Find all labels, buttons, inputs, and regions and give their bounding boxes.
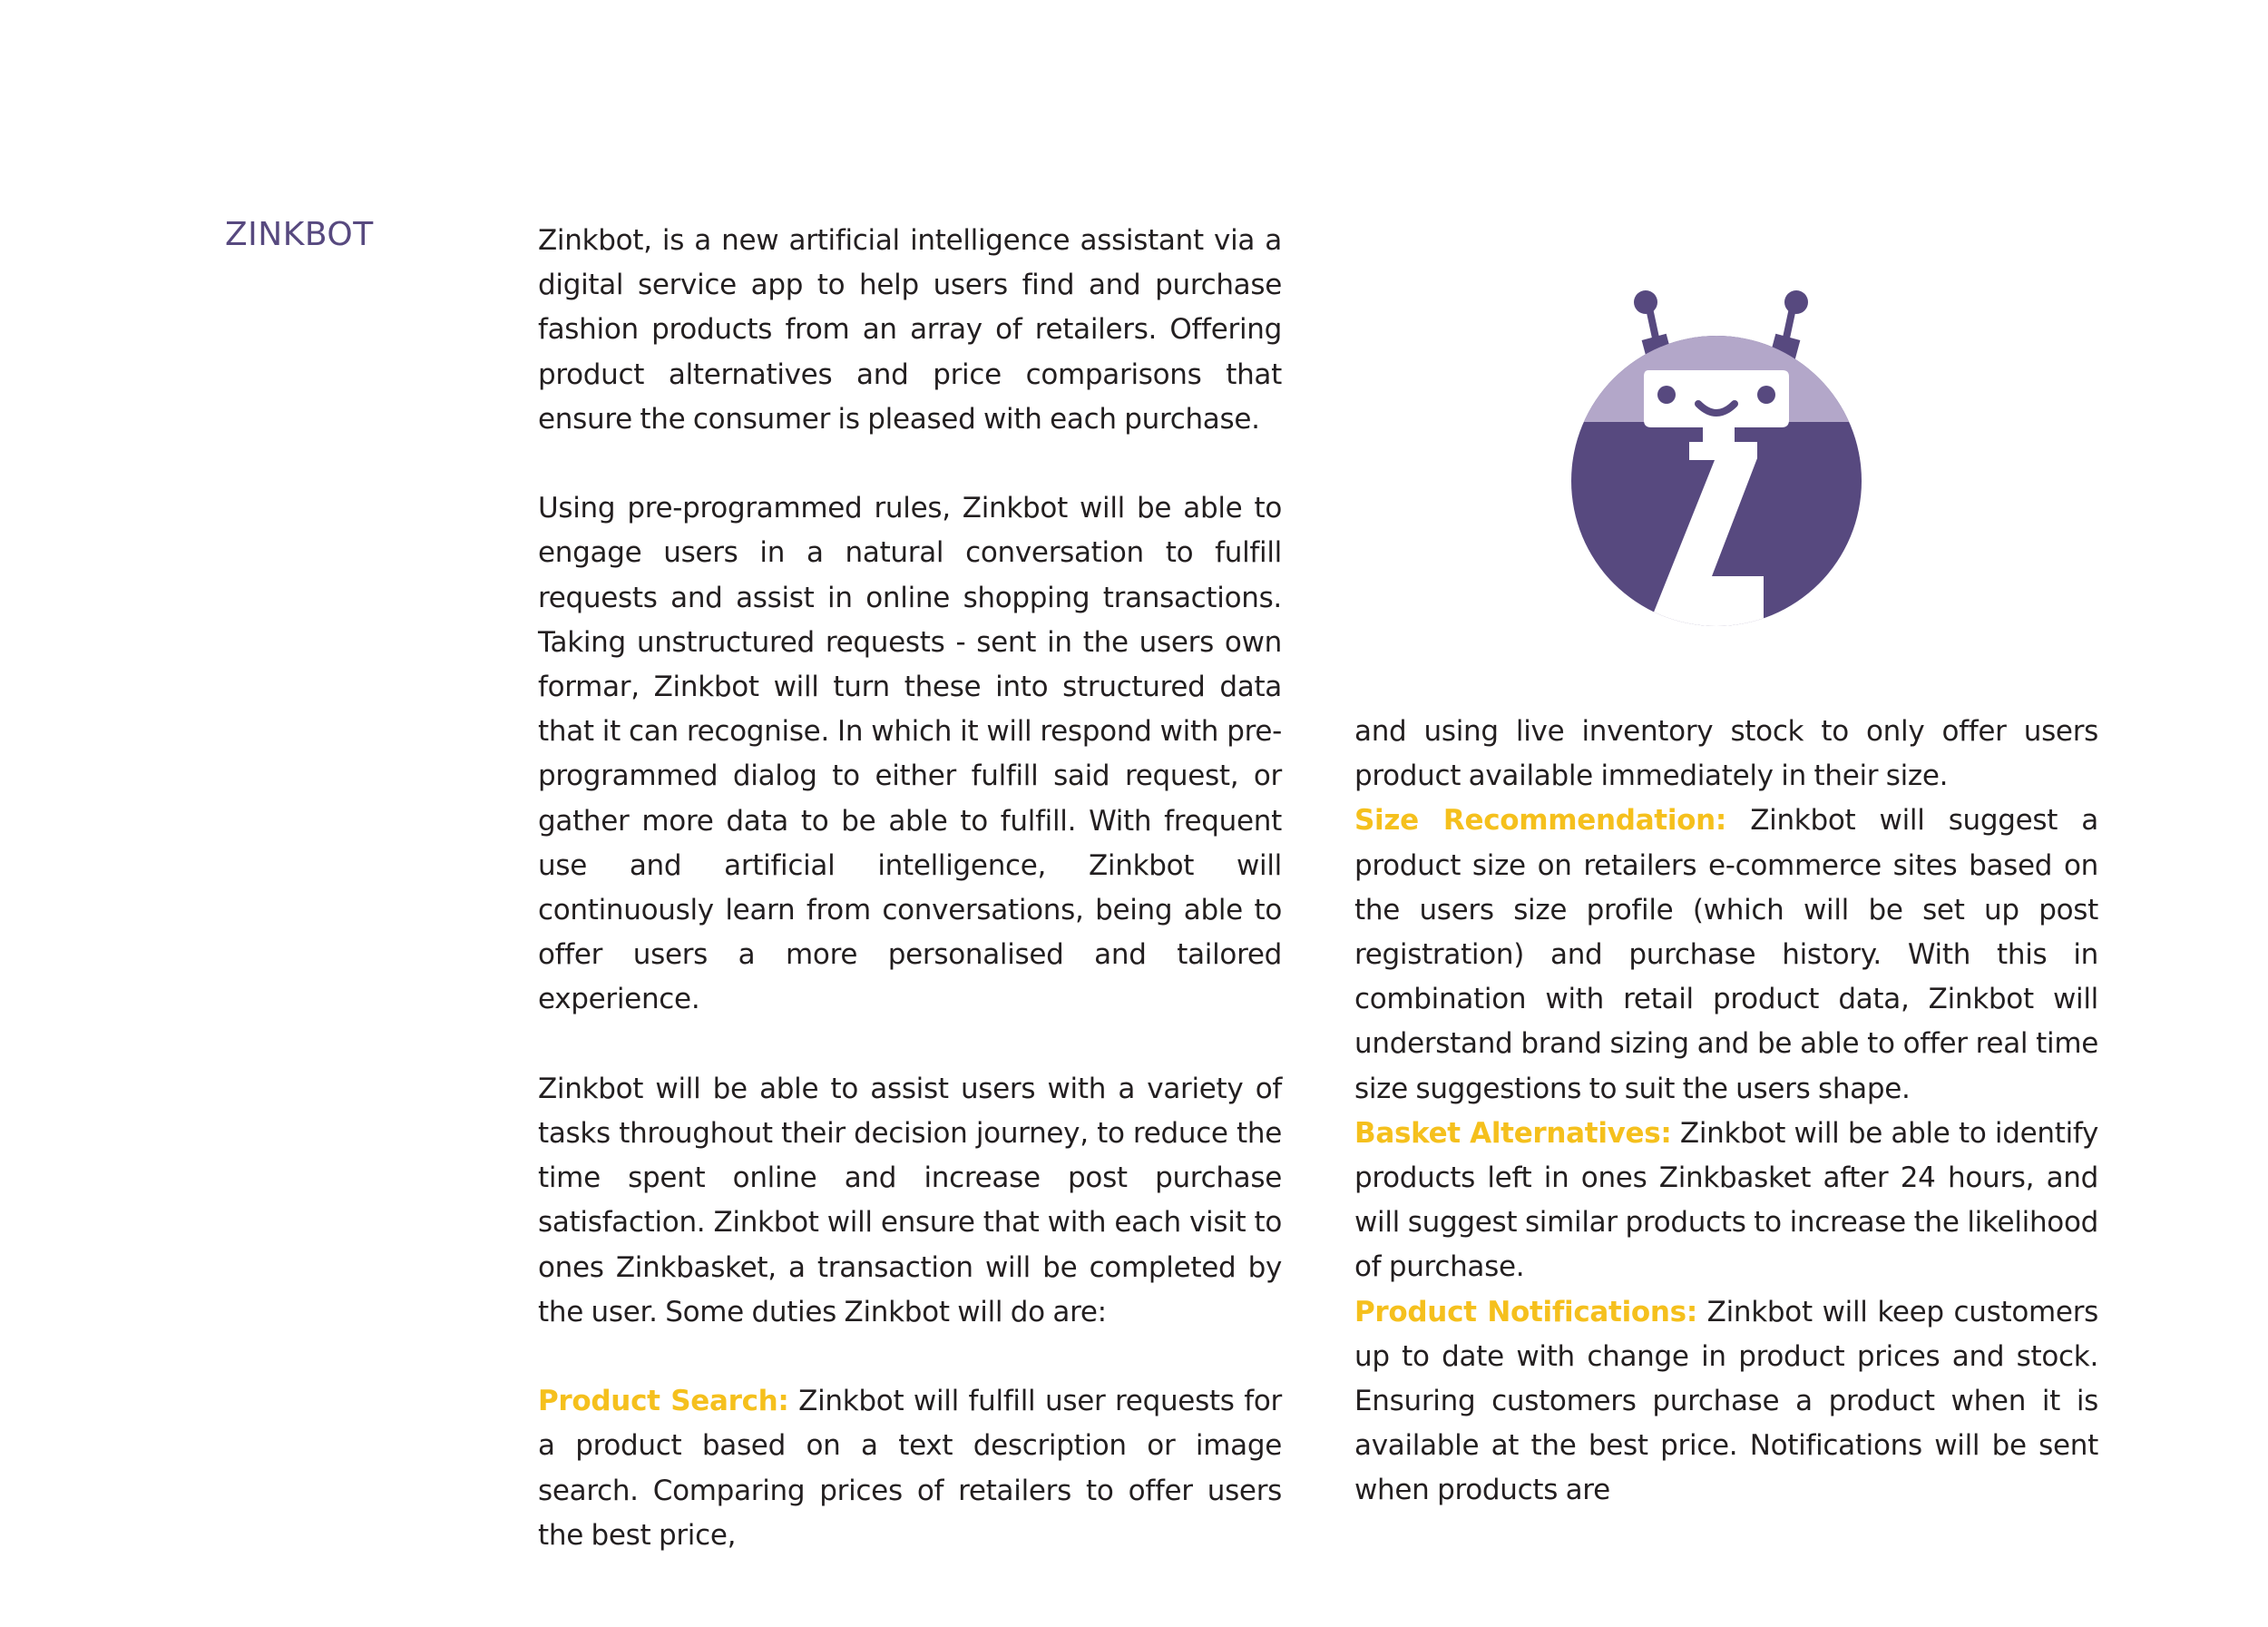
basket-paragraph: [1354, 1112, 2098, 1290]
product-search-label: Product Search:: [538, 1385, 789, 1418]
right-eye-icon: [1757, 386, 1775, 404]
basket-alternatives-label: Basket Alternatives:: [1354, 1116, 1672, 1150]
product-notifications-label: Product Notifications:: [1354, 1295, 1697, 1328]
size-paragraph: [1354, 799, 2098, 1111]
size-recommendation-label: Size Recommendation:: [1354, 804, 1727, 838]
notifications-paragraph: [1354, 1290, 2098, 1514]
left-text-column: [538, 219, 1282, 1558]
product-notifications-text: Zinkbot will keep customers up to date with change in product prices and stock. Ensuring customers purchase a product when it is available at the best price. Notifications will be sent when products are: [1354, 1295, 2098, 1507]
product-search-text: Zinkbot will fulfill user requests for a product based on a text description or image search. Comparing prices of retailers to offer users the best price,: [538, 1385, 1282, 1552]
intro-paragraph: Zinkbot, is a new artificial intelligence assistant via a digital service app to help users find and purchase fashion products from an array of retailers. Offering product alternatives and price comparisons that ensure the consumer is pleased with each purchase.: [538, 224, 1282, 436]
continuation-paragraph: and using live inventory stock to only offer users product available immediately in their size.: [1354, 715, 2098, 793]
product-search-paragraph: [538, 1379, 1282, 1558]
rules-paragraph: Using pre-programmed rules, Zinkbot will be able to engage users in a natural conversation to fulfill requests and assist in online shopping transactions. Taking unstructured requests - sent in the users own formar, Zinkbot will turn these into structured data that it can recognise. In which it will respond with pre-programmed dialog to either fulfill said request, or gather more data to be able to fulfill. With frequent use and artificial intelligence, Zinkbot will continuously learn from conversations, being able to offer users a more personalised and tailored experience.: [538, 492, 1282, 1016]
right-text-column: [1354, 710, 2098, 1514]
section-title: ZINKBOT: [225, 216, 374, 253]
duties-paragraph: Zinkbot will be able to assist users with a variety of tasks throughout their decision journey, to reduce the time spent online and increase post purchase satisfaction. Zinkbot will ensure that with each visit to ones Zinkbasket, a transaction will be completed by the user. Some duties Zinkbot will do are:: [538, 1072, 1282, 1328]
size-recommendation-text: Zinkbot will suggest a product size on retailers e-commerce sites based on the users size profile (which will be set up post registration) and purchase history. With this in combination with retail product data, Zinkbot will understand brand sizing and be able to offer real time size suggestions to suit the users shape.: [1354, 804, 2098, 1105]
left-eye-icon: [1657, 386, 1676, 404]
basket-alternatives-text: Zinkbot will be able to identify products left in ones Zinkbasket after 24 hours, and will suggest similar products to increase the likelihood of purchase.: [1354, 1116, 2098, 1284]
zinkbot-robot-logo: [1562, 277, 1871, 631]
